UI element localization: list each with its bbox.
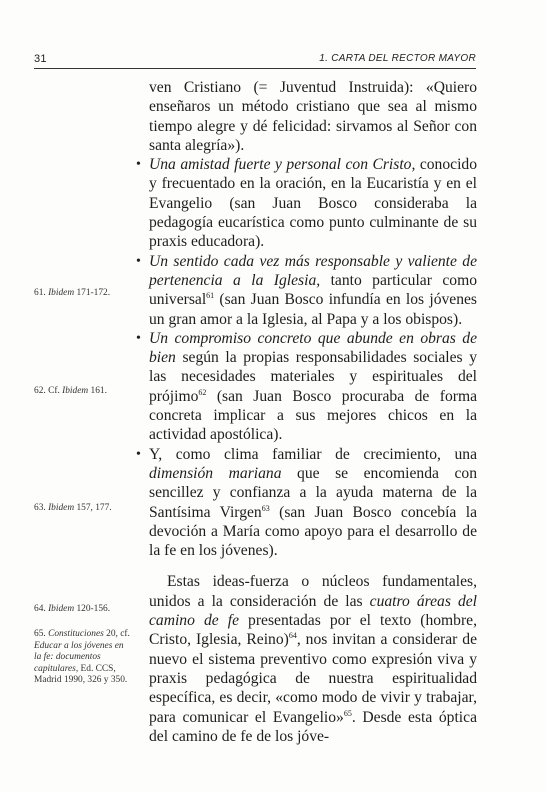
note-ref-63: 63 [261,503,270,513]
bullet-icon: • [136,253,141,269]
bullet-text: (san Juan Bosco infundía en los jóvenes un gran amor a la Iglesia, al Papa y a los obispos). [149,291,477,328]
note-text: 20, cf. [103,629,130,639]
marginal-note-63 [34,503,132,515]
header-rule [34,68,476,69]
bullet-item-friendship [136,155,477,251]
bullet-text: conocido y frecuentado en la oración, en la Eucaristía y en el Evangelio (san Juan Bosco consideraba la pedagogía eucarística como punto culminante de su praxis educadora). [149,156,477,251]
note-text: 161. [88,386,107,396]
bullet-icon: • [136,446,141,462]
marginal-note-62 [34,386,132,398]
page-number: 31 [34,53,47,65]
bullet-text: (san Juan Bosco concebía la devoción a María como apoyo para el desarrollo de la fe en los jóvenes). [149,503,478,560]
note-text: Cf. [45,386,63,396]
bullet-text: (san Juan Bosco procuraba de forma concreta implicar a sus mejores chicos en la actividad apostólica). [149,387,477,444]
note-number: 62. [34,386,46,396]
note-text: 120-156. [74,604,111,614]
note-ref-62: 62 [198,387,207,397]
bullet-text: según la propias responsabilidades sociales y las necesidades materiales y espirituales del prójimo [149,349,477,405]
bullet-icon: • [136,330,141,346]
bullet-list [136,155,478,560]
marginal-note-61 [34,288,132,300]
note-number: 64. [34,604,46,614]
paragraph-text: . Desde esta óptica del camino de fe de los jóve- [149,708,477,745]
intro-paragraph: ven Cristiano (= Juventud Instruida): «Quiero enseñaros un método cristiano que sea al mismo tiempo alegre y dé felicidad: sirvamos al Señor con santa alegría»). [149,79,477,154]
note-ref-title: Ibidem [48,288,75,298]
note-ref-64: 64 [288,631,297,641]
note-ref-title: Constituciones [48,629,104,639]
paragraph-text: presentadas por el texto (hombre, Cristo, Iglesia, Reino) [149,612,477,649]
bullet-emphasis: dimensión mariana [149,464,282,482]
bullet-item-marian [136,445,478,561]
body-text [136,78,478,746]
note-ref-title: Ibidem [48,503,75,513]
note-ref-title: Ibidem [62,386,89,396]
running-header: 1. CARTA DEL RECTOR MAYOR [319,53,476,64]
marginal-note-65 [34,629,132,687]
paragraph-text: , nos invitan a considerar de nuevo el sistema preventivo como expresión viva y praxis pedagógica de nuestra espiritualidad específica, es decir, «como modo de vivir y trabajar, para comunicar el Evangelio» [149,631,477,726]
bullet-text: tanto particular como universal [149,271,477,309]
note-ref-title: Ibidem [48,604,75,614]
bullet-item-church [136,252,477,329]
bullet-emphasis: Un compromiso concreto que abunde en obras de bien [149,329,477,367]
note-ref-title: Educar a los jóvenes en la fe: documentos capitulares, [34,640,124,674]
note-number: 63. [34,503,46,513]
bullet-text: Y, como clima familiar de crecimiento, una [149,445,477,463]
note-ref-61: 61 [206,291,215,301]
note-text: 157, 177. [74,503,112,513]
bullet-emphasis: Un sentido cada vez más responsable y valiente de pertenencia a la Iglesia, [149,252,477,289]
note-number: 61. [34,288,46,298]
paragraph-emphasis: cuatro áreas del camino de fe [149,592,477,630]
closing-paragraph [149,572,477,746]
note-text: Ed. CCS, Madrid 1990, 326 y 350. [34,663,128,685]
marginal-note-64 [34,604,132,616]
note-number: 65. [34,629,46,639]
bullet-emphasis: Una amistad fuerte y personal con Cristo, [149,156,416,174]
bullet-icon: • [136,157,141,173]
note-text: 171-172. [74,288,111,298]
paragraph-text: Estas ideas-fuerza o núcleos fundamentales, unidos a la consideración de las [149,573,477,610]
bullet-text: que se encomienda con sencillez y confianza a la ayuda materna de la Santísima Virgen [149,464,477,521]
bullet-item-commitment [136,329,477,445]
note-ref-65: 65 [343,708,352,718]
